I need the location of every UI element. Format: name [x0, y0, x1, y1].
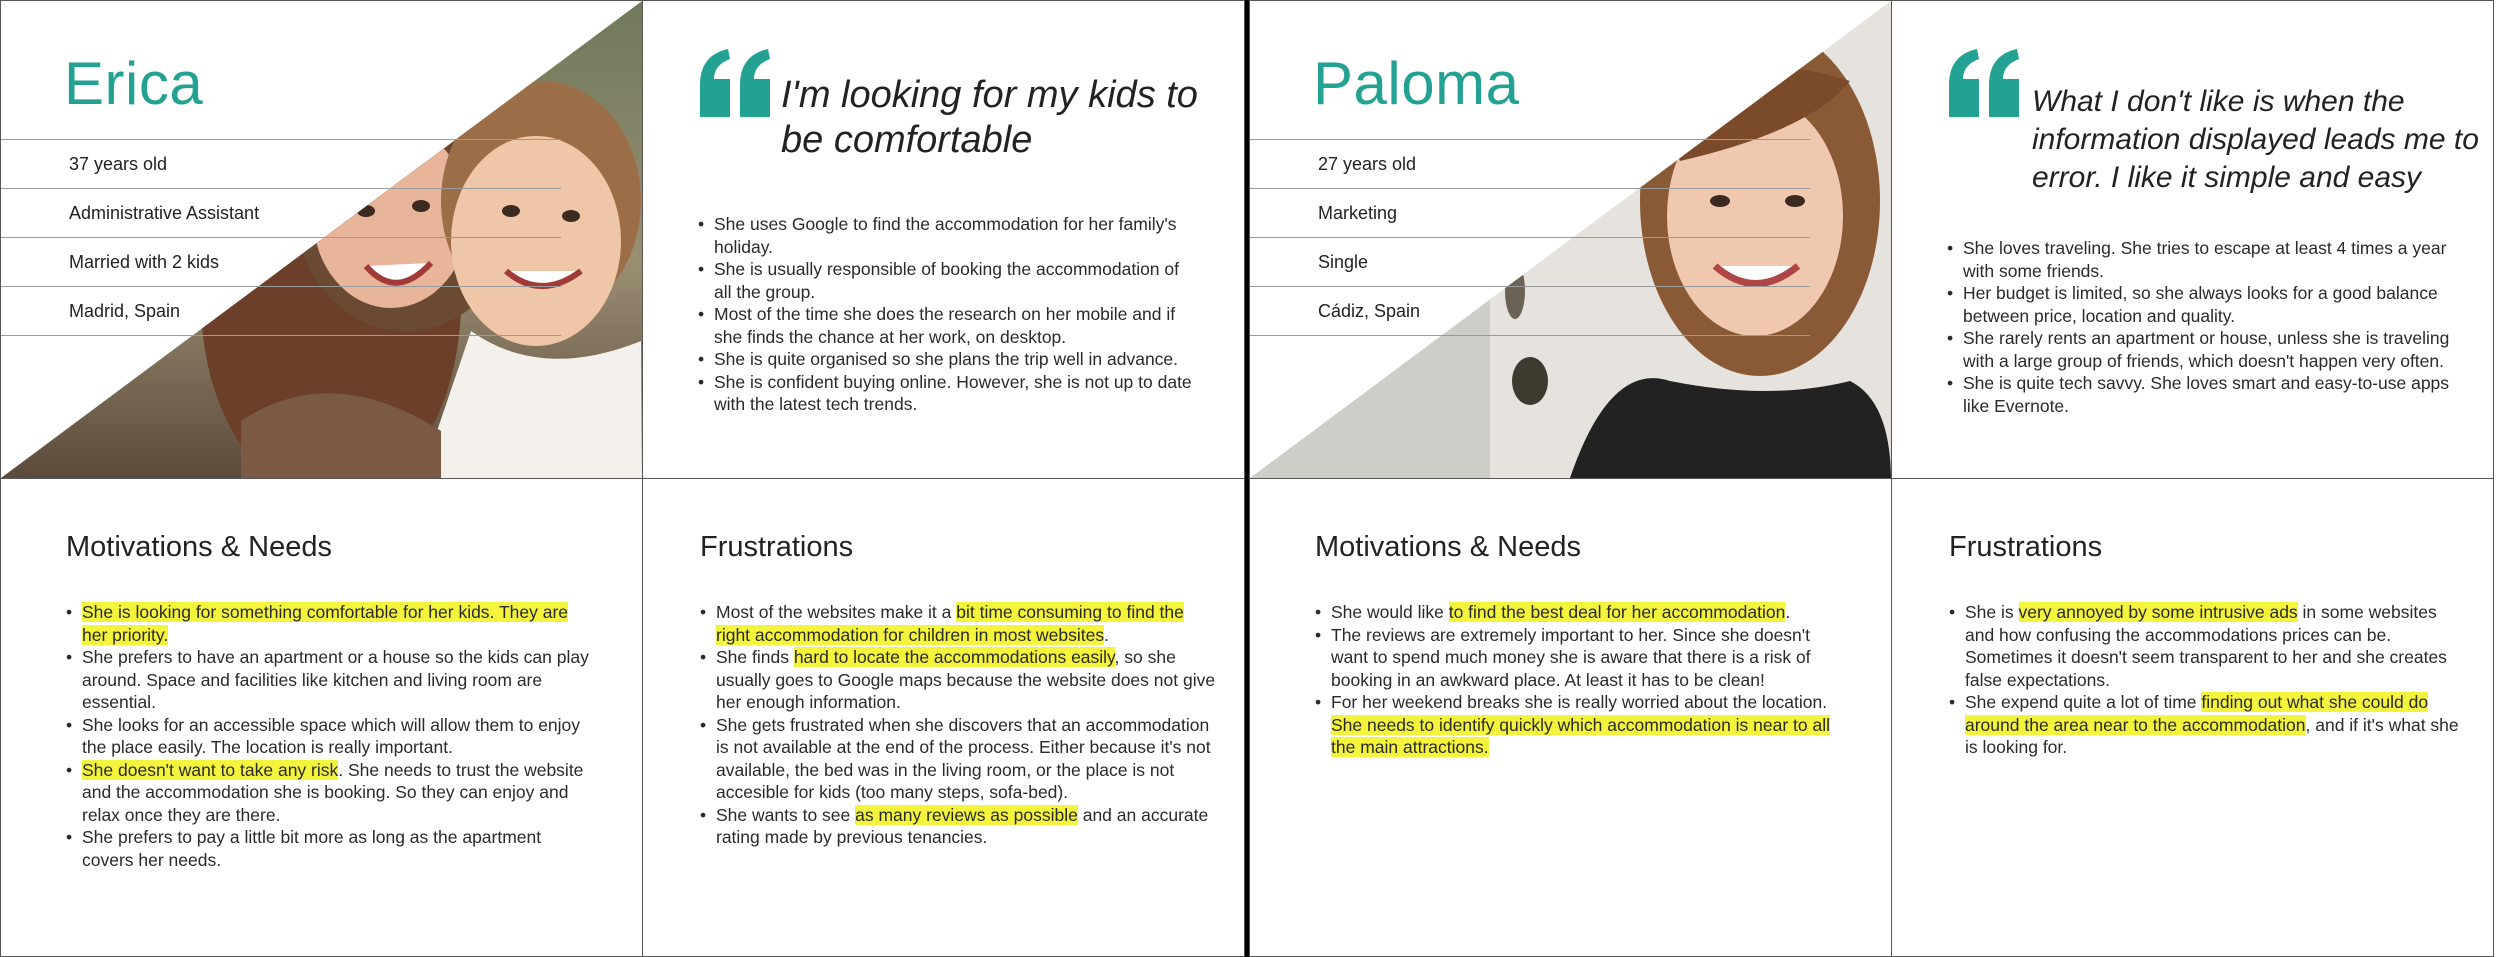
highlighted-text: to find the best deal for her accommodation: [1448, 602, 1786, 622]
bullet-text: She expend quite a lot of time: [1965, 692, 2202, 712]
bullet-text: , so she usually goes to Google maps because the website does not give her enough information.: [716, 647, 1216, 712]
section-title: Frustrations: [700, 531, 854, 563]
highlighted-text: bit time consuming to find the right accommodation for children in most websites: [716, 602, 1184, 645]
motivations-panel: [1250, 479, 1892, 957]
bullet-text: and an accurate rating made by previous tenancies.: [716, 804, 1209, 847]
bullet-item: [1949, 601, 2469, 691]
persona-facts: [1, 139, 561, 336]
highlighted-text: She needs to identify quickly which accommodation is near to all the main attractions.: [1331, 714, 1831, 757]
about-item: • She is quite tech savvy. She loves smart and easy-to-use apps like Evernote.: [1947, 372, 2452, 417]
frustrations-panel: [1892, 479, 2494, 957]
highlighted-text: She doesn't want to take any risk: [82, 759, 339, 780]
bullet-text: She looks for an accessible space which will allow them to enjoy the place easily. The location is really important.: [82, 714, 581, 757]
bullet-text: She prefers to pay a little bit more as long as the apartment covers her needs.: [82, 827, 542, 870]
bullet-text: She gets frustrated when she discovers that an accommodation is not available at the end of the process. Either because it's not available, the bed was in the living room, or the place is not accesible for kids (too many steps, sofa-bed).: [716, 714, 1211, 802]
quote-panel: [643, 1, 1245, 479]
motivations-panel: [1, 479, 643, 957]
bullet-text: She would like: [1331, 602, 1449, 622]
bullet-text: Most of the websites make it a: [716, 602, 957, 622]
persona-quote: I'm looking for my kids to be comfortable: [781, 74, 1198, 161]
bullet-text: . She needs to trust the website and the accommodation she is booking. So they can enjoy and relax once they are there.: [82, 759, 584, 825]
about-item: • She is confident buying online. However, she is not up to date with the latest tech trends.: [698, 371, 1198, 416]
motivations-list: [1315, 601, 1845, 759]
section-title: Motivations & Needs: [66, 531, 332, 563]
bullet-item: [700, 714, 1220, 804]
section-title: Frustrations: [1949, 531, 2103, 563]
fact-age: 37 years old: [1, 139, 561, 188]
about-item: • She loves traveling. She tries to escape at least 4 times a year with some friends.: [1947, 237, 2452, 282]
quote-panel: [1892, 1, 2494, 479]
about-item: • She rarely rents an apartment or house, unless she is traveling with a large group of friends, which doesn't happen very often.: [1947, 327, 2452, 372]
bullet-item: [700, 646, 1220, 714]
bullet-item: [700, 804, 1220, 849]
highlighted-text: finding out what she could do around the area near to the accommodation: [1965, 692, 2429, 735]
fact-location: Cádiz, Spain: [1250, 286, 1810, 336]
bullet-item: [66, 714, 596, 759]
highlighted-text: hard to locate the accommodations easily: [793, 647, 1115, 667]
highlighted-text: very annoyed by some intrusive ads: [2018, 602, 2298, 622]
about-list: [1947, 237, 2452, 417]
motivations-list: [66, 601, 596, 871]
bullet-item: [1315, 624, 1845, 692]
frustrations-list: [700, 601, 1220, 849]
frustrations-list: [1949, 601, 2469, 759]
bullet-item: [700, 601, 1220, 646]
bullet-item: [66, 646, 596, 714]
section-title: Motivations & Needs: [1315, 531, 1581, 563]
frustrations-panel: [643, 479, 1245, 957]
bullet-text: .: [1104, 624, 1109, 645]
quote-mark-icon: [698, 49, 774, 117]
bullet-item: [1315, 691, 1845, 759]
bullet-text: in some websites and how confusing the accommodations prices can be. Sometimes it doesn't seem transparent to her and she creates false expectations.: [1965, 602, 2447, 690]
bullet-item: [66, 601, 596, 646]
persona-quote: What I don't like is when the information displayed leads me to error. I like it simple and easy: [2032, 85, 2479, 194]
persona-card-paloma: [1249, 0, 2494, 957]
bullet-text: , and if it's what she is looking for.: [1965, 714, 2459, 757]
fact-occupation: Administrative Assistant: [1, 188, 561, 237]
bullet-text: She finds: [716, 647, 794, 667]
quote-mark-icon: [1947, 49, 2023, 117]
highlighted-text: She is looking for something comfortable for her kids. They are her priority.: [82, 602, 569, 645]
fact-relationship: Single: [1250, 237, 1810, 286]
fact-age: 27 years old: [1250, 139, 1810, 188]
bullet-text: She is: [1965, 602, 2019, 622]
bullet-item: [1315, 601, 1845, 624]
about-item: • Her budget is limited, so she always looks for a good balance between price, location and quality.: [1947, 282, 2452, 327]
about-item: • She is usually responsible of booking the accommodation of all the group.: [698, 258, 1198, 303]
about-item: • She is quite organised so she plans the trip well in advance.: [698, 348, 1198, 371]
profile-panel: [1250, 1, 1892, 479]
persona-facts: [1250, 139, 1810, 336]
about-item: • She uses Google to find the accommodation for her family's holiday.: [698, 213, 1198, 258]
bullet-item: [1949, 691, 2469, 759]
bullet-text: .: [1785, 602, 1791, 622]
persona-card-erica: [0, 0, 1245, 957]
about-item: • Most of the time she does the research on her mobile and if she finds the chance at her work, on desktop.: [698, 303, 1198, 348]
bullet-item: [66, 759, 596, 827]
profile-panel: [1, 1, 643, 479]
highlighted-text: as many reviews as possible: [855, 804, 1078, 825]
fact-occupation: Marketing: [1250, 188, 1810, 237]
bullet-text: She prefers to have an apartment or a house so the kids can play around. Space and facilities like kitchen and living room are essential.: [82, 647, 589, 712]
bullet-text: The reviews are extremely important to her. Since she doesn't want to spend much money she is aware that there is a risk of booking in an awkward place. At least it has to be clean!: [1331, 624, 1811, 690]
fact-location: Madrid, Spain: [1, 286, 561, 336]
about-list: [698, 213, 1198, 416]
persona-name: Paloma: [1313, 50, 1520, 117]
bullet-item: [66, 826, 596, 871]
bullet-text: For her weekend breaks she is really worried about the location.: [1331, 692, 1828, 712]
persona-name: Erica: [64, 50, 204, 117]
bullet-text: She wants to see: [716, 804, 856, 825]
fact-family: Married with 2 kids: [1, 237, 561, 286]
